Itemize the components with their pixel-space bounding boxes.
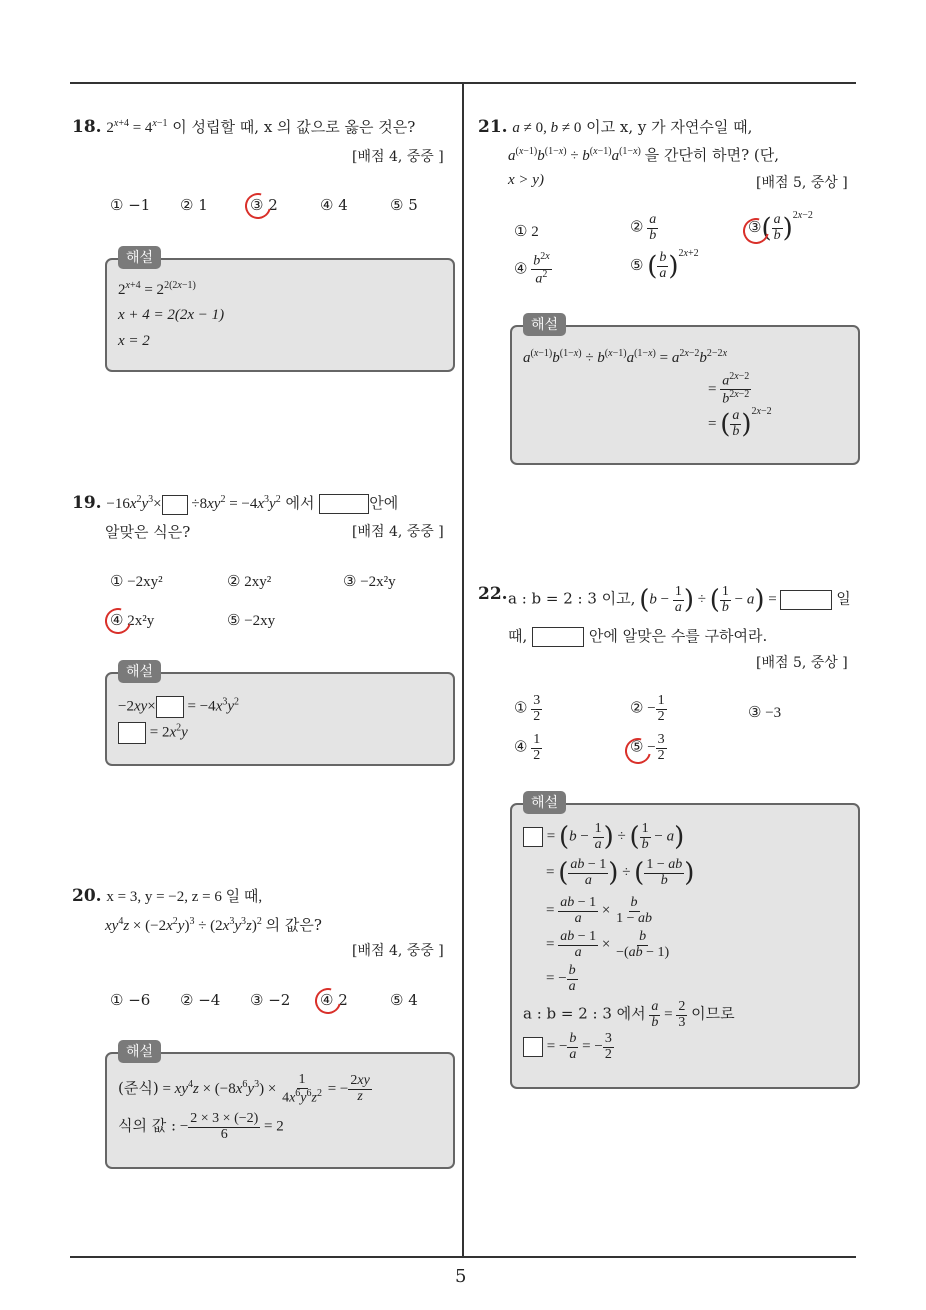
bottom-rule <box>70 1256 856 1258</box>
q18-option-2[interactable]: ② 1 <box>180 196 208 214</box>
q19-text-mid: 에서 <box>285 494 315 512</box>
q19-solution-tag: 해설 <box>118 660 161 683</box>
q21-option-5[interactable]: ⑤ ( $\frac{b}{a}$ )$^{2x+2}$ <box>630 248 699 282</box>
q21-line3: x > y) <box>508 172 544 188</box>
q21-question: 21. a ≠ 0, b ≠ 0 이고 x, y 가 자연수일 때, <box>478 117 753 137</box>
q22-option-2[interactable]: ② − $\frac{1}{2}$ <box>630 693 665 724</box>
column-divider <box>462 84 464 1257</box>
q22-blank-1 <box>780 590 832 610</box>
q22-solution-line-6: a : b = 2 : 3 에서 $\frac{a}{b}$ = $\frac{2}{3}$ 이므로 <box>523 999 735 1030</box>
q20-solution-tag: 해설 <box>118 1040 161 1063</box>
q20-option-5[interactable]: ⑤ 4 <box>390 991 418 1009</box>
q22-question <box>478 584 508 604</box>
q22-solution-line-3: = $\frac{ab - 1}{a}$ × $\frac{b}{1 - ab}$ <box>546 895 652 926</box>
q18-solution-tag: 해설 <box>118 246 161 269</box>
q22-line1: a : b = 2 : 3 이고, (b − $\frac{1}{a}$ ) ÷ ( $\frac{1}{b}$ − a) = 일 <box>508 584 851 616</box>
q22-sol-blank-1 <box>523 827 543 847</box>
q22-solution-line-2: = ( $\frac{ab - 1}{a}$ ) ÷ ( $\frac{1 - ab}{b}$ ) <box>546 857 695 889</box>
q19-solution-box <box>105 672 455 766</box>
q21-option-2-label: ② <box>630 219 644 236</box>
q19-solution-line-1: $-2xy\times = -4x^3y^2$ <box>118 696 239 718</box>
q20-option-1[interactable]: ① −6 <box>110 991 151 1009</box>
q22-number: 22. <box>478 584 508 604</box>
q22-option-5-label: ⑤ − <box>630 739 656 756</box>
q19-solution-line-2: = $2x^2y$ <box>118 722 188 744</box>
q21-option-3[interactable]: ③( $\frac{a}{b}$ )$^{2x-2}$ <box>748 210 813 244</box>
q20-answer-mark <box>310 983 346 1019</box>
q19-blank-2 <box>319 494 369 514</box>
q20-score: [배점 4, 중중 ] <box>352 943 444 959</box>
q22-option-5[interactable]: ⑤ − $\frac{3}{2}$ <box>630 732 665 763</box>
q19-number: 19. <box>72 493 102 513</box>
q20-option-4[interactable]: ④ 2 <box>320 991 348 1009</box>
q19-equation: $-16x^2y^3\times \div 8xy^2 = -4x^3y^2$ <box>106 496 280 512</box>
q18-answer-mark <box>240 188 276 224</box>
q21-solution-tag: 해설 <box>523 313 566 336</box>
q18-solution-line-1: $2^{x+4} = 2^{2(2x-1)}$ <box>118 280 196 298</box>
q21-line2: $a^{(x-1)}b^{(1-x)} \div b^{(x-1)}a^{(1-x)}$ 을 간단히 하면? (단, <box>508 146 780 164</box>
q18-text: 이 성립할 때, x 의 값으로 옳은 것은? <box>172 118 416 136</box>
q21-option-1[interactable]: ① 2 <box>514 224 539 240</box>
q20-solution-line-2: 식의 값 : − $\frac{2 \times 3 \times (-2)}{6}$ = 2 <box>118 1111 284 1142</box>
q18-option-1[interactable]: ① −1 <box>110 196 151 214</box>
q22-solution-line-1: = (b − $\frac{1}{a}$ ) ÷ ( $\frac{1}{b}$ − a) <box>523 822 684 852</box>
q21-score: [배점 5, 중상 ] <box>756 175 848 191</box>
q19-option-2[interactable]: ② 2xy² <box>227 574 272 590</box>
q21-option-2[interactable]: ② $\frac{a}{b}$ <box>630 212 657 243</box>
q21-option-4-label: ④ <box>514 261 528 278</box>
q21-option-3-label: ③ <box>748 220 762 236</box>
q18-number: 18. <box>72 117 102 137</box>
q21-option-4[interactable]: ④ $\frac{b^{2x}}{a^2}$ <box>514 251 550 287</box>
q18-score: [배점 4, 중중 ] <box>352 149 444 165</box>
q22-option-2-label: ② − <box>630 700 656 717</box>
q21-solution-line-1: $a^{(x-1)}b^{(1-x)} \div b^{(x-1)}a^{(1-x)} = a^{2x-2}b^{2-2x}$ <box>523 348 728 366</box>
q22-line2 <box>508 625 767 647</box>
q20-solution-line-1: (준식) = $xy^4z \times (-8x^6y^3)$ × $\frac{1}{4x^6y^6z^2}$ = − $\frac{2xy}{z}$ <box>118 1072 370 1106</box>
q19-sol-blank-2 <box>118 722 146 744</box>
q22-line1-start: a : b = 2 : 3 이고, <box>508 589 636 608</box>
q21-option-5-label: ⑤ <box>630 258 644 274</box>
q22-solution-tag: 해설 <box>523 791 566 814</box>
q20-number: 20. <box>72 886 102 906</box>
q22-sol-blank-2 <box>523 1037 543 1057</box>
q19-option-1[interactable]: ① −2xy² <box>110 574 163 590</box>
q21-number: 21. <box>478 117 508 137</box>
q20-sol2-prefix: 식의 값 : <box>118 1116 177 1135</box>
q21-solution-box <box>510 325 860 465</box>
q22-score: [배점 5, 중상 ] <box>756 655 848 671</box>
q20-sol-prefix: (준식) <box>118 1078 159 1097</box>
q19-option-3[interactable]: ③ −2x²y <box>343 574 396 590</box>
q18-option-4[interactable]: ④ 4 <box>320 196 348 214</box>
q19-answer-mark <box>100 603 136 639</box>
q18-option-3[interactable]: ③ 2 <box>250 196 278 214</box>
q19-blank-1 <box>162 495 188 515</box>
q20-question <box>72 885 262 906</box>
q18-option-5[interactable]: ⑤ 5 <box>390 196 418 214</box>
q18-question <box>72 116 415 137</box>
q22-blank-2 <box>532 627 584 647</box>
q22-line2-start: 때, <box>508 627 528 645</box>
q22-option-4-label: ④ <box>514 739 528 756</box>
q22-line2-end: 안에 알맞은 수를 구하여라. <box>588 627 768 645</box>
q22-option-1-label: ① <box>514 700 528 717</box>
q21-solution-line-3: = ( $\frac{a}{b}$ )$^{2x-2}$ <box>708 406 772 440</box>
q22-solution-line-7: = − $\frac{b}{a}$ = − $\frac{3}{2}$ <box>523 1032 614 1062</box>
q20-option-3[interactable]: ③ −2 <box>250 991 291 1009</box>
q22-solution-line-5: = − $\frac{b}{a}$ <box>546 963 576 994</box>
q21-solution-line-2: = $\frac{a^{2x-2}}{b^{2x-2}}$ <box>708 371 750 407</box>
q19-question <box>72 492 398 515</box>
q18-solution-line-3: x = 2 <box>118 333 150 349</box>
q22-option-3[interactable]: ③ −3 <box>748 705 782 721</box>
page-number: 5 <box>455 1266 467 1287</box>
q20-solution-box <box>105 1052 455 1169</box>
q20-line1: x = 3, y = −2, z = 6 일 때, <box>106 889 263 905</box>
q18-solution-line-2: x + 4 = 2(2x − 1) <box>118 307 225 323</box>
q22-sol-ratio-end: 이므로 <box>691 1004 735 1023</box>
q19-option-5[interactable]: ⑤ −2xy <box>227 613 276 629</box>
q22-line1-end: 일 <box>836 589 851 608</box>
q20-sol2-result: = 2 <box>264 1118 284 1135</box>
q20-line2: $xy^4z \times (-2x^2y)^3 \div (2x^3y^3z)^2$ 의 값은? <box>105 916 322 934</box>
q22-option-1[interactable]: ① $\frac{3}{2}$ <box>514 693 541 724</box>
q19-score: [배점 4, 중중 ] <box>352 524 444 540</box>
q19-text-line2: 알맞은 식은? <box>105 523 191 541</box>
q20-option-2[interactable]: ② −4 <box>180 991 221 1009</box>
q19-sol-blank-1 <box>156 696 184 718</box>
q22-option-4[interactable]: ④ $\frac{1}{2}$ <box>514 732 541 763</box>
q21-line2-end: 을 간단히 하면? (단, <box>644 146 780 164</box>
q21-line1-mid: 이고 x, y 가 자연수일 때, <box>586 118 753 136</box>
q19-option-4[interactable]: ④ 2x²y <box>110 613 155 629</box>
q22-sol-ratio: a : b = 2 : 3 에서 <box>523 1004 646 1023</box>
q20-line2-end: 의 값은? <box>265 916 322 934</box>
q22-solution-line-4: = $\frac{ab - 1}{a}$ × $\frac{b}{-(ab - 1)}$ <box>546 929 670 960</box>
q19-text-end: 안에 <box>369 494 399 512</box>
q18-equation: $2^{x+4} = 4^{x-1}$ <box>106 118 168 136</box>
